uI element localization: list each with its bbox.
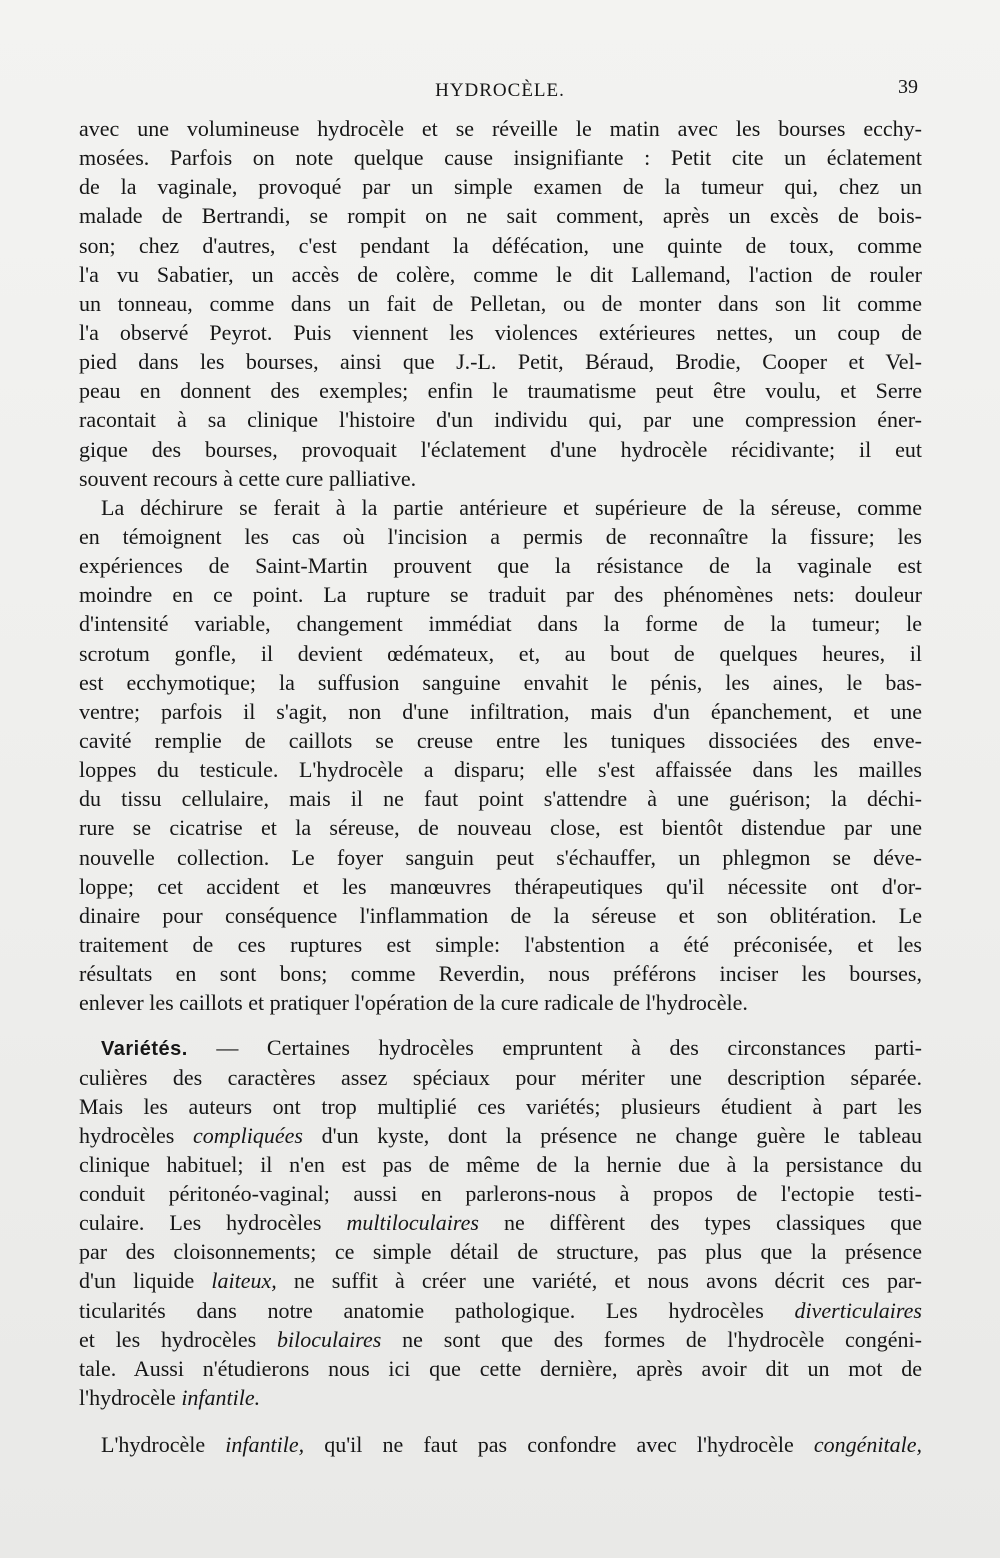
text-line: par des cloisonnements; ce simple détail de structure, pas plus que la présence <box>79 1239 922 1265</box>
text-line: avec une volumineuse hydrocèle et se réveille le matin avec les bourses ecchy- <box>79 116 922 141</box>
text-run: culaire. Les hydrocèles <box>79 1210 347 1236</box>
text-line: traitement de ces ruptures est simple: l'abstention a été préconisée, et les <box>79 931 922 957</box>
italic-term: multiloculaires <box>346 1210 479 1236</box>
italic-term: compliquées <box>192 1122 303 1148</box>
section-heading: Variétés. <box>101 1038 188 1061</box>
running-header <box>0 76 1000 104</box>
text-line: expériences de Saint-Martin prouvent que la résistance de la vaginale est <box>79 553 922 579</box>
paragraph-spacer <box>79 1412 922 1430</box>
text-line: enlever les caillots et pratiquer l'opération de la cure radicale de l'hydrocèle. <box>79 990 748 1016</box>
text-line: ventre; parfois il s'agit, non d'une infiltration, mais d'un épanchement, et une <box>79 698 922 724</box>
text-run: d'un liquide <box>79 1268 212 1294</box>
text-line <box>79 1121 922 1150</box>
text-line: loppes du testicule. L'hydrocèle a disparu; elle s'est affaissée dans les mailles <box>79 757 922 783</box>
text-line: racontait à sa clinique l'histoire d'un individu qui, par une compression éner- <box>79 407 922 433</box>
text-line: peau en donnent des exemples; enfin le traumatisme peut être voulu, et Serre <box>79 378 922 404</box>
italic-term: infantile. <box>181 1385 261 1411</box>
text-line: l'a observé Peyrot. Puis viennent les violences extérieures nettes, un coup de <box>79 319 922 345</box>
text-run: ne sont que des formes de l'hydrocèle congéni- <box>381 1326 922 1352</box>
italic-term: biloculaires <box>277 1326 382 1352</box>
text-run: ne diffèrent des types classiques que <box>478 1210 922 1236</box>
text-run: — Certaines hydrocèles empruntent à des circonstances parti- <box>216 1035 923 1061</box>
text-run: L'hydrocèle <box>101 1432 226 1458</box>
text-line <box>79 1208 922 1237</box>
running-title: HYDROCÈLE. <box>435 80 565 101</box>
text-line: pied dans les bourses, ainsi que J.-L. Petit, Béraud, Brodie, Cooper et Vel- <box>79 349 922 375</box>
paragraph-rupture-causes <box>79 114 922 493</box>
page-number: 39 <box>898 76 918 98</box>
text-line: du tissu cellulaire, mais il ne faut point s'attendre à une guérison; la déchi- <box>79 786 922 812</box>
text-line <box>79 1430 922 1459</box>
italic-term: diverticulaires <box>794 1297 922 1323</box>
text-line: mosées. Parfois on note quelque cause insignifiante : Petit cite un éclatement <box>79 145 922 171</box>
text-run: qu'il ne faut pas confondre avec l'hydrocèle <box>304 1432 814 1458</box>
text-line: un tonneau, comme dans un fait de Pelletan, ou de monter dans son lit comme <box>79 290 922 316</box>
text-line: conduit péritonéo-vaginal; aussi en parlerons-nous à propos de l'ectopie testi- <box>79 1181 922 1207</box>
text-line: dinaire pour conséquence l'inflammation de la séreuse et son oblitération. Le <box>79 902 922 928</box>
text-line: d'intensité variable, changement immédiat dans la forme de la tumeur; le <box>79 611 922 637</box>
text-line: souvent recours à cette cure palliative. <box>79 465 417 491</box>
text-line: culières des caractères assez spéciaux pour mériter une description séparée. <box>79 1064 922 1090</box>
text-line: La déchirure se ferait à la partie antérieure et supérieure de la séreuse, comme <box>101 494 922 520</box>
text-line: Mais les auteurs ont trop multiplié ces variétés; plusieurs étudient à part les <box>79 1093 922 1119</box>
text-line: malade de Bertrandi, se rompit on ne sait comment, après un excès de bois- <box>79 203 922 229</box>
text-line: l'a vu Sabatier, un accès de colère, comme le dit Lallemand, l'action de rouler <box>79 261 922 287</box>
text-run: ticularités dans notre anatomie pathologique. Les hydrocèles <box>79 1297 795 1323</box>
text-line <box>79 1325 922 1354</box>
text-line: moindre en ce point. La rupture se traduit par des phénomènes nets: douleur <box>79 582 922 608</box>
text-line: rure se cicatrise et la séreuse, de nouveau close, est bientôt distendue par une <box>79 815 922 841</box>
text-line <box>79 1383 922 1412</box>
text-line: est ecchymotique; la suffusion sanguine envahit le pénis, les aines, le bas- <box>79 669 922 695</box>
text-line: gique des bourses, provoquait l'éclatement d'une hydrocèle récidivante; il eut <box>79 436 922 462</box>
text-line: clinique habituel; il n'en est pas de même de la hernie due à la persistance du <box>79 1151 922 1177</box>
italic-term: laiteux, <box>211 1268 277 1294</box>
paragraph-rupture-description <box>79 493 922 1018</box>
italic-term: infantile, <box>225 1432 305 1458</box>
section-varietes <box>79 1033 922 1412</box>
text-line: résultats en sont bons; comme Reverdin, nous préférons inciser les bourses, <box>79 961 922 987</box>
text-line <box>79 1033 922 1062</box>
text-line <box>79 1266 922 1295</box>
text-run: l'hydrocèle <box>79 1385 182 1411</box>
text-run: ne suffit à créer une variété, et nous avons décrit ces par- <box>276 1268 922 1294</box>
text-line: cavité remplie de caillots se creuse entre les tuniques dissociées des enve- <box>79 727 922 753</box>
text-line: loppe; cet accident et les manœuvres thérapeutiques qu'il nécessite ont d'or- <box>79 873 922 899</box>
text-run: hydrocèles <box>79 1122 193 1148</box>
text-line: de la vaginale, provoqué par un simple examen de la tumeur qui, chez un <box>79 174 922 200</box>
text-line: nouvelle collection. Le foyer sanguin peut s'échauffer, un phlegmon se déve- <box>79 844 922 870</box>
italic-term: congénitale, <box>813 1432 922 1458</box>
text-line: en témoignent les cas où l'incision a permis de reconnaître la fissure; les <box>79 523 922 549</box>
text-line: tale. Aussi n'étudierons nous ici que cette dernière, après avoir dit un mot de <box>79 1355 922 1381</box>
text-line: son; chez d'autres, c'est pendant la défécation, une quinte de toux, comme <box>79 232 922 258</box>
text-run: et les hydrocèles <box>79 1326 278 1352</box>
paragraph-spacer <box>79 1017 922 1033</box>
body-text <box>79 114 922 1459</box>
text-run: d'un kyste, dont la présence ne change guère le tableau <box>302 1122 922 1148</box>
text-line <box>79 1296 922 1325</box>
text-line: scrotum gonfle, il devient œdémateux, et, au bout de quelques heures, il <box>79 640 922 666</box>
paragraph-infantile <box>79 1430 922 1459</box>
